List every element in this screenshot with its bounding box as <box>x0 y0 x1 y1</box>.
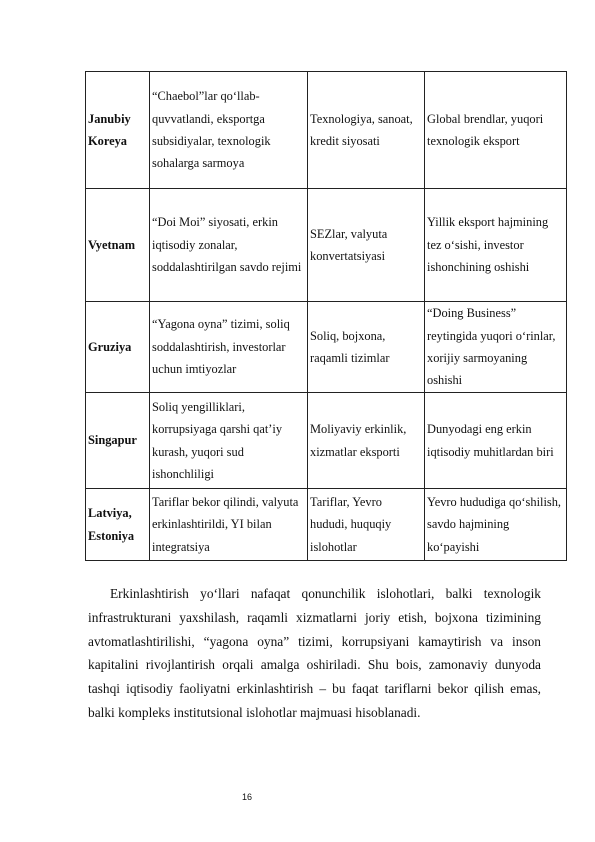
table-row <box>86 489 567 561</box>
country-cell: Vyetnam <box>86 189 150 302</box>
result-cell: Yevro hududiga qo‘shilish, savdo hajmining ko‘payishi <box>425 489 567 561</box>
policy-cell: “Yagona oyna” tizimi, soliq soddalashtirish, investorlar uchun imtiyozlar <box>150 302 308 393</box>
country-cell: Singapur <box>86 393 150 489</box>
table-row <box>86 189 567 302</box>
result-cell: Yillik eksport hajmining tez o‘sishi, investor ishonchining oshishi <box>425 189 567 302</box>
country-cell: Janubiy Koreya <box>86 72 150 189</box>
institutions-cell: SEZlar, valyuta konvertatsiyasi <box>308 189 425 302</box>
institutions-cell: Soliq, bojxona, raqamli tizimlar <box>308 302 425 393</box>
policy-cell: “Chaebol”lar qo‘llab-quvvatlandi, eksportga subsidiyalar, texnologik sohalarga sarmoya <box>150 72 308 189</box>
policy-cell: “Doi Moi” siyosati, erkin iqtisodiy zonalar, soddalashtirilgan savdo rejimi <box>150 189 308 302</box>
table-row <box>86 72 567 189</box>
result-cell: Dunyodagi eng erkin iqtisodiy muhitlardan biri <box>425 393 567 489</box>
institutions-cell: Moliyaviy erkinlik, xizmatlar eksporti <box>308 393 425 489</box>
result-cell: Global brendlar, yuqori texnologik eksport <box>425 72 567 189</box>
table-row <box>86 302 567 393</box>
institutions-cell: Tariflar, Yevro hududi, huquqiy islohotlar <box>308 489 425 561</box>
country-cell: Gruziya <box>86 302 150 393</box>
page-number: 16 <box>242 792 253 802</box>
body-paragraph: Erkinlashtirish yo‘llari nafaqat qonunchilik islohotlari, balki texnologik infrastrukturani yaxshilash, raqamli xizmatlarni joriy etish, bojxona tizimining avtomatlashtirilishi, “yagona oyna” tizimi, korrupsiyani kamaytirish va inson kapitalini rivojlantirish orqali amalga oshiriladi. Shu bois, zamonaviy dunyoda tashqi iqtisodiy faoliyatni erkinlashtirish – bu faqat tariflarni bekor qilish emas, balki kompleks institutsional islohotlar majmuasi hisoblanadi. <box>88 586 541 720</box>
country-cell: Latviya, Estoniya <box>86 489 150 561</box>
institutions-cell: Texnologiya, sanoat, kredit siyosati <box>308 72 425 189</box>
result-cell: “Doing Business” reytingida yuqori o‘rinlar, xorijiy sarmoyaning oshishi <box>425 302 567 393</box>
country-comparison-table <box>85 71 567 561</box>
policy-cell: Soliq yengilliklari, korrupsiyaga qarshi qat’iy kurash, yuqori sud ishonchliligi <box>150 393 308 489</box>
table-row <box>86 393 567 489</box>
policy-cell: Tariflar bekor qilindi, valyuta erkinlashtirildi, YI bilan integratsiya <box>150 489 308 561</box>
